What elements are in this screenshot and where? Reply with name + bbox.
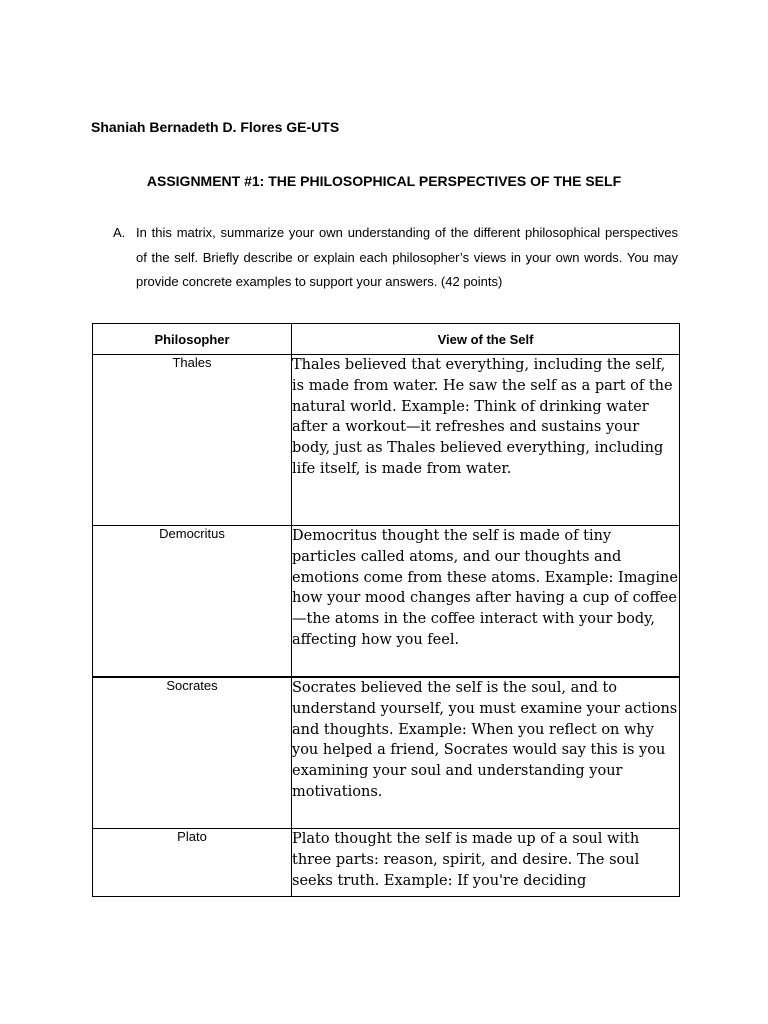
table-row — [93, 526, 680, 678]
assignment-title: ASSIGNMENT #1: THE PHILOSOPHICAL PERSPECTIVES OF THE SELF — [146, 173, 622, 189]
instruction-marker: A. — [113, 225, 126, 240]
philosophy-matrix-table — [92, 323, 680, 897]
table-header-row — [93, 324, 680, 355]
view-of-self: Democritus thought the self is made of tiny particles called atoms, and our thoughts and emotions come from these atoms. Example: Imagine how your mood changes after having a cup of coffee—the atoms in the coffee interact with your body, affecting how you feel. — [292, 526, 680, 678]
philosopher-name: Thales — [93, 355, 292, 526]
table-row — [93, 355, 680, 526]
view-of-self: Socrates believed the self is the soul, and to understand yourself, you must examine your actions and thoughts. Example: When you reflect on why you helped a friend, Socrates would say this is you examining your soul and understanding your motivations. — [292, 677, 680, 829]
view-of-self: Thales believed that everything, including the self, is made from water. He saw the self as a part of the natural world. Example: Think of drinking water after a workout—it refreshes and sustains your body, just as Thales believed everything, including life itself, is made from water. — [292, 355, 680, 526]
instruction-text: In this matrix, summarize your own understanding of the different philosophical perspectives of the self. Briefly describe or explain each philosopher’s views in your own words. You may provide concrete examples to support your answers. (42 points) — [136, 225, 678, 289]
view-column-header: View of the Self — [292, 324, 680, 355]
philosopher-name: Democritus — [93, 526, 292, 678]
philosopher-name: Socrates — [93, 677, 292, 829]
philosopher-column-header: Philosopher — [93, 324, 292, 355]
view-of-self — [292, 829, 680, 897]
table-row — [93, 677, 680, 829]
author-line: Shaniah Bernadeth D. Flores GE-UTS — [91, 119, 340, 135]
view-of-self-text: Plato thought the self is made up of a soul with three parts: reason, spirit, and desire. The soul seeks truth. Example: If you're deciding — [292, 831, 640, 889]
instruction-item — [113, 221, 678, 295]
philosopher-name: Plato — [93, 829, 292, 897]
table-row — [93, 829, 680, 897]
